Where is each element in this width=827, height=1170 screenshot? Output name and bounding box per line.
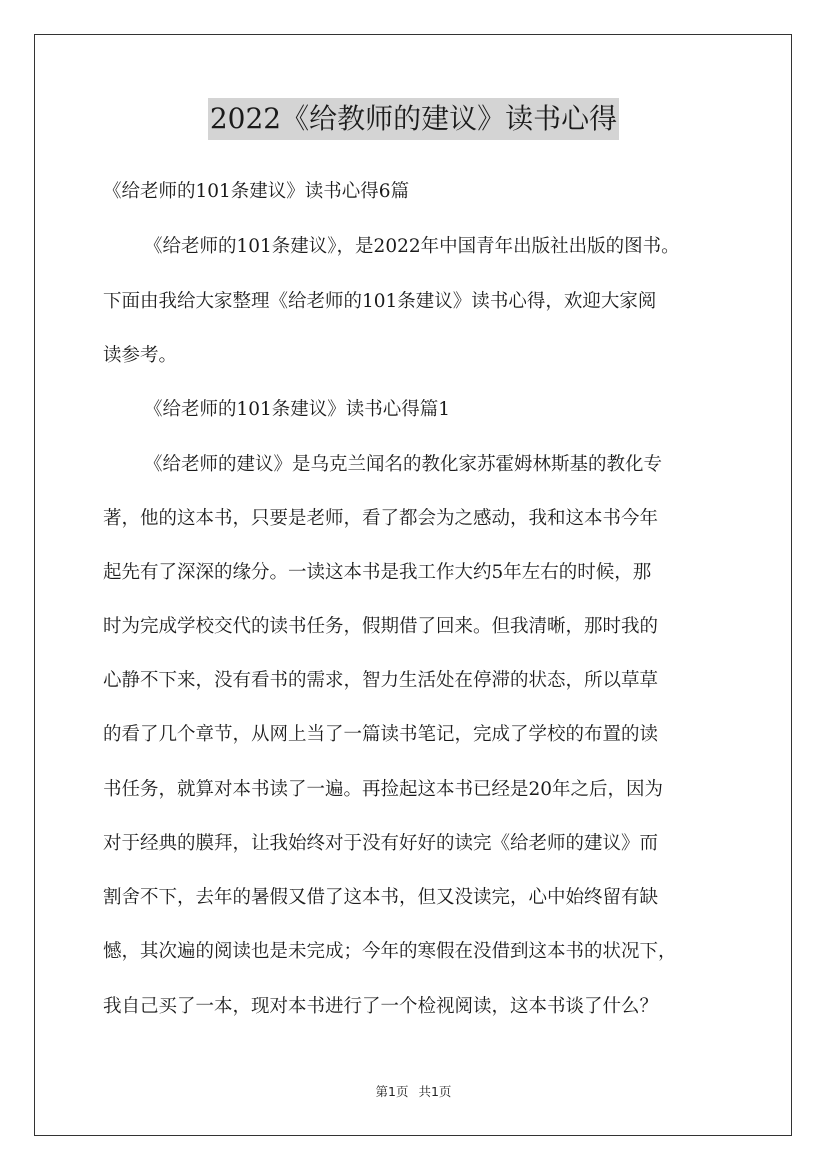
section-heading: 《给老师的101条建议》读书心得篇1	[144, 399, 451, 420]
document-title: 2022《给教师的建议》读书心得	[208, 98, 619, 140]
body-line: 的看了几个章节，从网上当了一篇读书笔记，完成了学校的布置的读	[103, 724, 659, 745]
intro-line: 《给老师的101条建议》，是2022年中国青年出版社出版的图书。	[144, 236, 680, 257]
document-subtitle: 《给老师的101条建议》读书心得6篇	[103, 181, 410, 202]
body-line: 对于经典的膜拜，让我始终对于没有好好的读完《给老师的建议》而	[103, 833, 659, 854]
intro-line: 读参考。	[103, 345, 178, 366]
page-footer	[0, 1082, 827, 1100]
body-line: 书任务，就算对本书读了一遍。再捡起这本书已经是20年之后，因为	[103, 779, 664, 800]
body-line: 我自己买了一本，现对本书进行了一个检视阅读，这本书谈了什么？	[103, 996, 659, 1017]
intro-line: 下面由我给大家整理《给老师的101条建议》读书心得，欢迎大家阅	[103, 291, 657, 312]
body-line: 著，他的这本书，只要是老师，看了都会为之感动，我和这本书今年	[103, 508, 659, 529]
body-line: 心静不下来，没有看书的需求，智力生活处在停滞的状态，所以草草	[103, 670, 659, 691]
page-number-current: 第1页	[375, 1084, 409, 1099]
title-container	[0, 98, 827, 140]
body-line: 起先有了深深的缘分。一读这本书是我工作大约5年左右的时候，那	[103, 562, 652, 583]
body-line: 《给老师的建议》是乌克兰闻名的教化家苏霍姆林斯基的教化专	[144, 454, 663, 475]
body-line: 憾，其次遍的阅读也是未完成；今年的寒假在没借到这本书的状况下，	[103, 941, 677, 962]
page-number-total: 共1页	[418, 1084, 452, 1099]
body-line: 割舍不下，去年的暑假又借了这本书，但又没读完，心中始终留有缺	[103, 887, 659, 908]
body-line: 时为完成学校交代的读书任务，假期借了回来。但我清晰，那时我的	[103, 616, 659, 637]
